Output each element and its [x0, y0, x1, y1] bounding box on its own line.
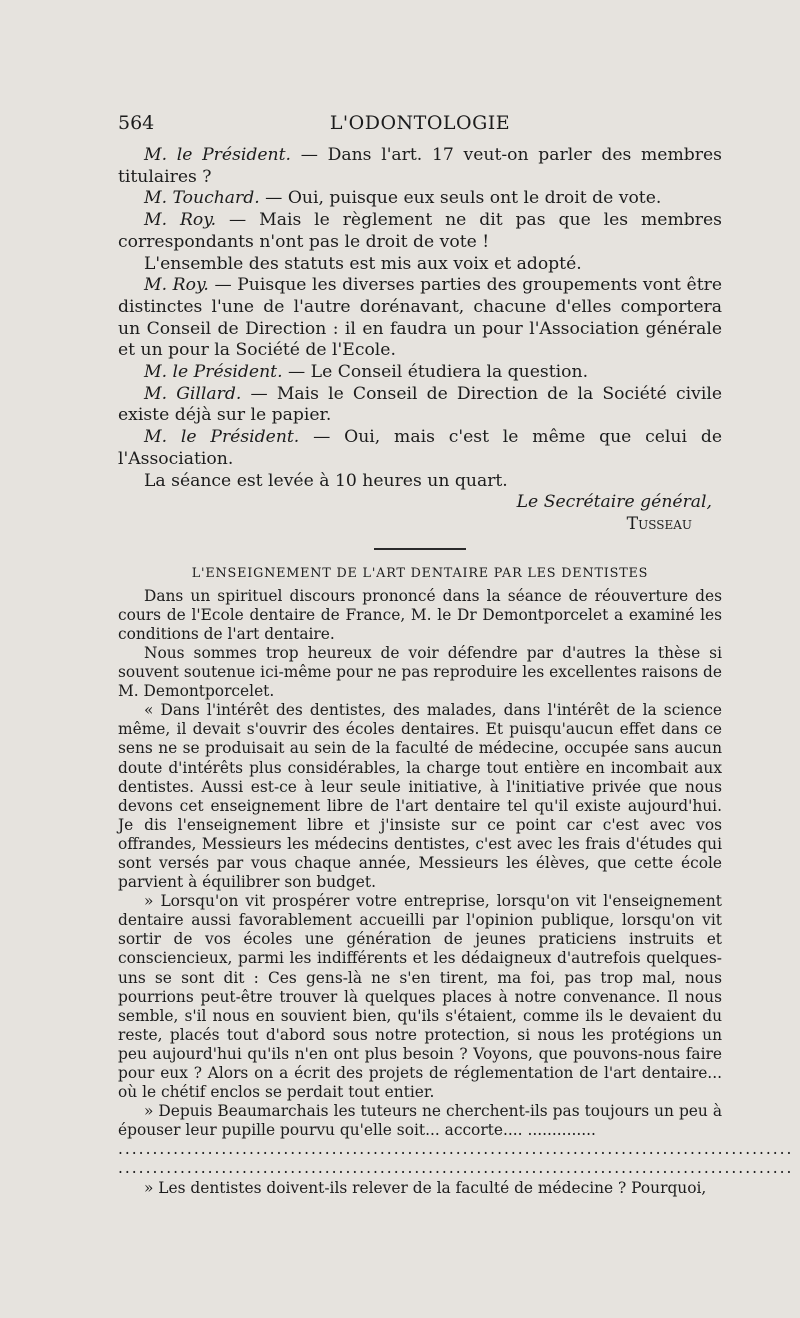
speaker-name: M. le Président.	[144, 427, 300, 448]
speech-text: La séance est levée à 10 heures un quart.	[144, 470, 508, 491]
speaker-name: M. Roy.	[144, 210, 217, 231]
speaker-name: M. Roy.	[144, 275, 209, 296]
speech-text: — Mais le règlement ne dit pas que les membres correspondants n'ont pas le droit de vote !	[118, 210, 722, 252]
proceedings	[118, 145, 722, 492]
page-header	[118, 112, 722, 142]
running-title: L'ODONTOLOGIE	[329, 112, 511, 134]
ellipsis-line: ..................................................................................................	[118, 1159, 794, 1178]
article-paragraph: » Depuis Beaumarchais les tuteurs ne cherchent-ils pas toujours un peu à épouser leur pupille pourvu qu'elle soit... accorte.... ..............	[118, 1102, 722, 1140]
speaker-name: M. le Président.	[144, 362, 283, 383]
ellipsis-line: ..................................................................................................	[118, 1140, 794, 1159]
proceedings-paragraph	[118, 254, 722, 276]
speech-text: L'ensemble des statuts est mis aux voix et adopté.	[144, 253, 582, 274]
article-title: L'ENSEIGNEMENT DE L'ART DENTAIRE PAR LES DENTISTES	[191, 565, 649, 581]
page-number: 564	[118, 112, 155, 134]
section-divider	[374, 548, 466, 550]
article-paragraph: Dans un spirituel discours prononcé dans la séance de réouverture des cours de l'Ecole dentaire de France, M. le Dr Demontporcelet a examiné les conditions de l'art dentaire.	[118, 586, 722, 643]
speech-text: — Oui, mais c'est le même que celui de l'Association.	[118, 427, 722, 469]
proceedings-paragraph	[118, 275, 722, 362]
speaker-name: M. Gillard.	[144, 383, 242, 404]
speech-text: — Mais le Conseil de Direction de la Société civile existe déjà sur le papier.	[118, 383, 722, 426]
proceedings-paragraph	[118, 188, 722, 210]
proceedings-paragraph	[118, 471, 722, 493]
proceedings-paragraph	[118, 210, 722, 253]
proceedings-paragraph	[118, 362, 722, 384]
speaker-name: M. Touchard.	[144, 188, 260, 209]
article-paragraph: Nous sommes trop heureux de voir défendre par d'autres la thèse si souvent soutenue ici-même pour ne pas reproduire les excellentes raisons de M. Demontporcelet.	[118, 643, 722, 701]
speech-text: — Dans l'art. 17 veut-on parler des membres titulaires ?	[118, 145, 722, 187]
signature-block	[118, 492, 722, 535]
signature-title: Le Secrétaire général,	[516, 492, 712, 513]
speech-text: — Oui, puisque eux seuls ont le droit de vote.	[265, 188, 662, 209]
proceedings-paragraph	[118, 145, 722, 188]
proceedings-paragraph	[118, 427, 722, 470]
proceedings-paragraph	[118, 384, 722, 427]
article-paragraph: » Lorsqu'on vit prospérer votre entreprise, lorsqu'on vit l'enseignement dentaire aussi favorablement accueilli par l'opinion publique, lorsqu'on vit sortir de vos écoles une génération de jeunes praticiens instruits et consciencieux, parmi les indifférents et les dédaigneux d'autrefois quelques-uns se sont dit : Ces gens-là ne s'en tirent, ma foi, pas trop mal, nous pourrions peut-être trouver là quelques places à notre convenance. Il nous semble, s'il nous en souvient bien, qu'ils s'étaient, comme ils le devaient du reste, placés tout d'abord sous notre protection, si nous les protégions un peu aujourd'hui qu'ils n'en ont plus besoin ? Voyons, que pouvons-nous faire pour eux ? Alors on a écrit des projets de réglementation de l'art dentaire... où le chétif enclos se perdait tout entier.	[118, 892, 722, 1102]
page-body	[118, 145, 794, 1198]
article-body	[118, 586, 794, 1198]
article-paragraph: « Dans l'intérêt des dentistes, des malades, dans l'intérêt de la science même, il devait s'ouvrir des écoles dentaires. Et puisqu'aucun effet dans ce sens ne se produisait au sein de la faculté de médecine, occupée sans aucun doute d'intérêts plus considérables, la charge tout entière en incombait aux dentistes. Aussi est-ce à leur seule initiative, à l'initiative privée que nous devons cet enseignement libre de l'art dentaire tel qu'il existe aujourd'hui. Je dis l'enseignement libre et j'insiste sur ce point car c'est avec vos offrandes, Messieurs les médecins dentistes, c'est avec les frais d'études qui sont versés par vous chaque année, Messieurs les élèves, que cette école parvient à équilibrer son budget.	[118, 701, 722, 892]
article-paragraph: » Les dentistes doivent-ils relever de la faculté de médecine ? Pourquoi,	[144, 1178, 707, 1197]
speech-text: — Puisque les diverses parties des groupements vont être distinctes l'une de l'autre dorénavant, chacune d'elles comportera un Conseil de Direction : il en faudra un pour l'Association générale et un pour la Société de l'Ecole.	[118, 275, 722, 361]
signature-name: Tusseau	[626, 513, 692, 534]
speech-text: — Le Conseil étudiera la question.	[288, 362, 589, 383]
speaker-name: M. le Président.	[144, 145, 291, 165]
